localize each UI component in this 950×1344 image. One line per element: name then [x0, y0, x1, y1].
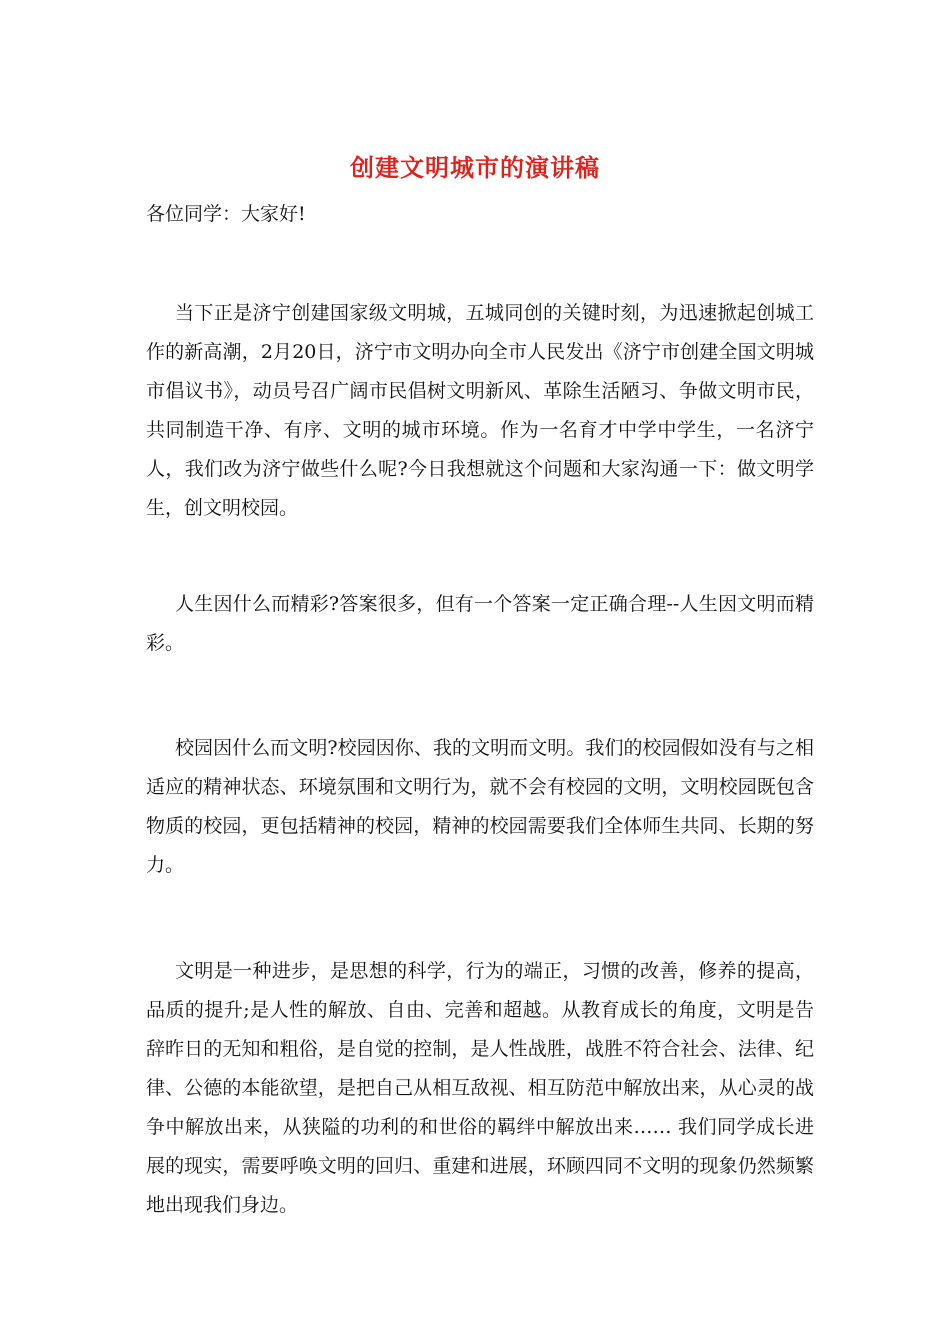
document-title: 创建文明城市的演讲稿 — [350, 153, 600, 182]
greeting-line: 各位同学：大家好! — [146, 203, 306, 225]
paragraph-3: 校园因什么而文明?校园因你、我的文明而文明。我们的校园假如没有与之相适应的精神状态、环境氛围和文明行为，就不会有校园的文明，文明校园既包含物质的校园，更包括精神的校园，精神的校园需要我们全体师生共同、长期的努力。 — [146, 737, 814, 876]
paragraph-2: 人生因什么而精彩?答案很多，但有一个答案一定正确合理--人生因文明而精彩。 — [146, 593, 814, 654]
paragraph-4: 文明是一种进步，是思想的科学，行为的端正，习惯的改善，修养的提高，品质的提升;是人性的解放、自由、完善和超越。从教育成长的角度，文明是告辞昨日的无知和粗俗，是自觉的控制，是人性战胜，战胜不符合社会、法律、纪律、公德的本能欲望，是把自己从相互敌视、相互防范中解放出来，从心灵的战争中解放出来，从狭隘的功利的和世俗的羁绊中解放出来…… 我们同学成长进展的现实，需要呼唤文明的回归、重建和进展，环顾四同不文明的现象仍然频繁地出现我们身边。 — [146, 960, 814, 1216]
paragraph-1: 当下正是济宁创建国家级文明城，五城同创的关键时刻，为迅速掀起创城工作的新高潮，2月20日，济宁市文明办向全市人民发出《济宁市创建全国文明城市倡议书》，动员号召广阔市民倡树文明新风、革除生活陋习、争做文明市民，共同制造干净、有序、文明的城市环境。作为一名育才中学中学生，一名济宁人，我们改为济宁做些什么呢?今日我想就这个问题和大家沟通一下：做文明学生，创文明校园。 — [146, 302, 814, 519]
